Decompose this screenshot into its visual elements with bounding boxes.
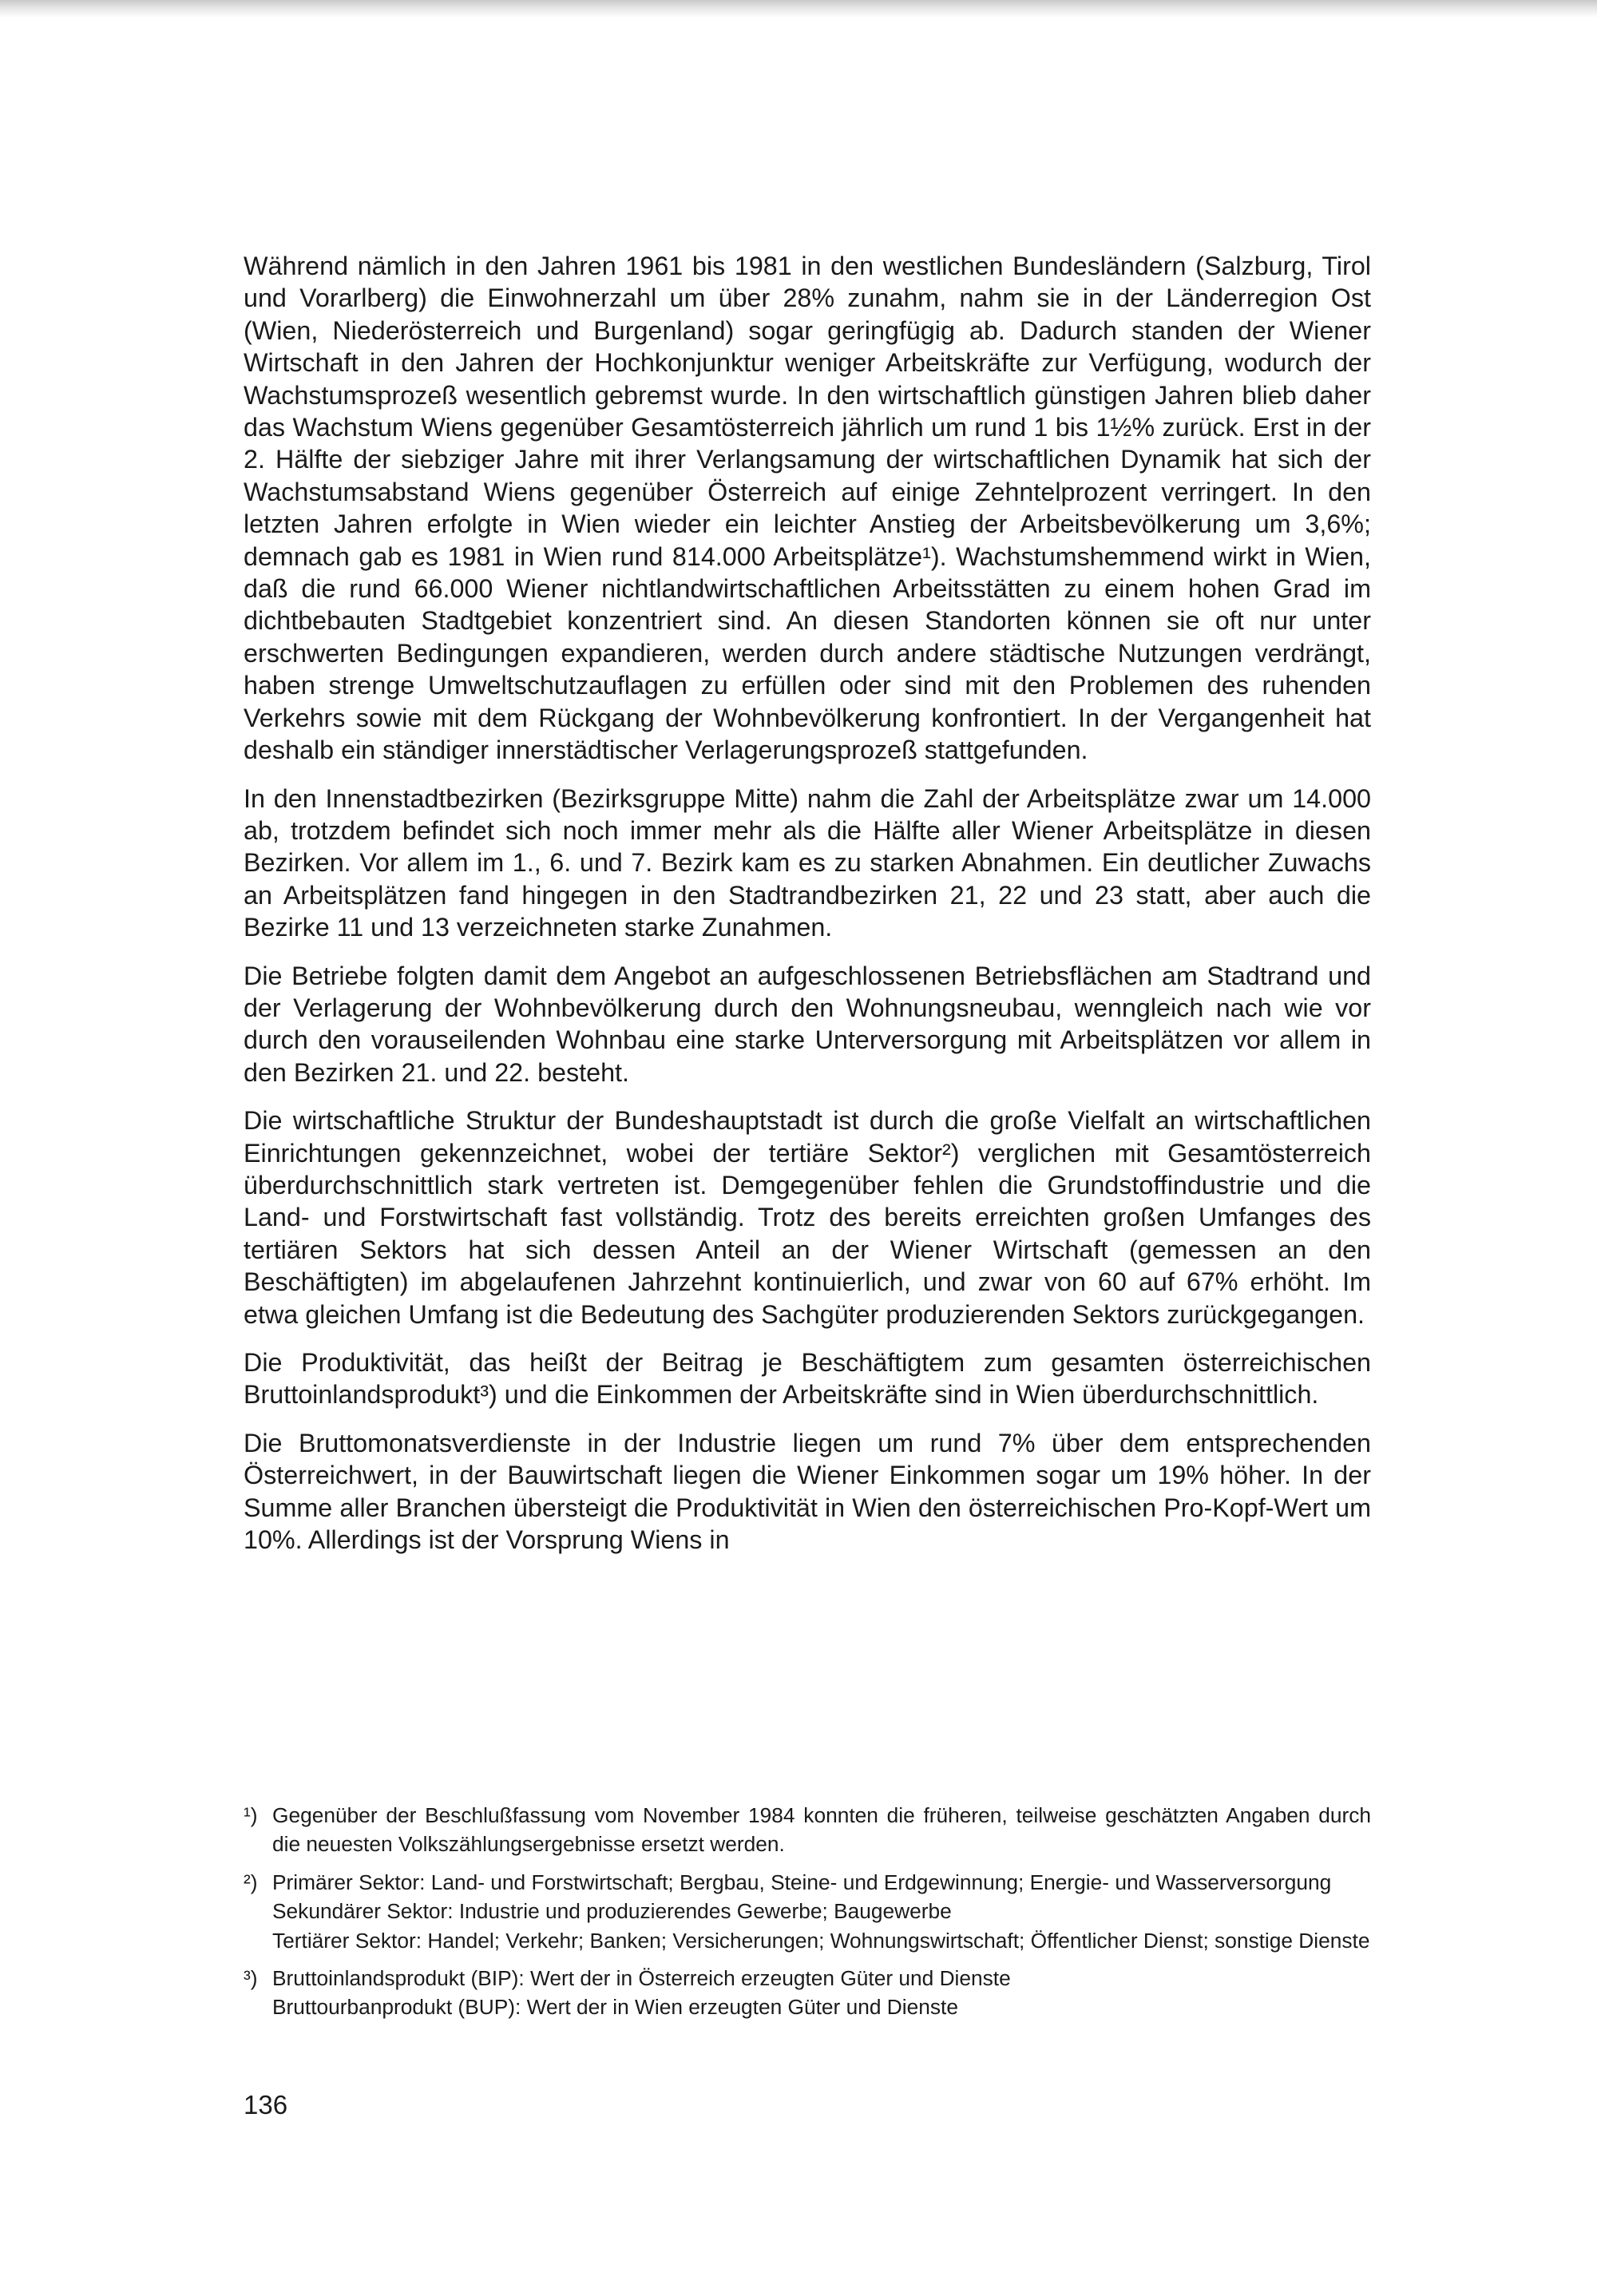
footnote-1 [244, 1801, 1371, 1859]
footnote-marker: ³) [244, 1966, 258, 1991]
paragraph-business-relocation: Die Betriebe folgten damit dem Angebot an aufgeschlossenen Betriebsflächen am Stadtrand und der Verlagerung der Wohnbevölkerung durch den Wohnungsneubau, wenngleich nach wie vor durch den vorauseilenden Wohnbau eine starke Unterversorgung mit Arbeitsplätzen vor allem in den Bezirken 21. und 22. besteht. [244, 961, 1371, 1087]
footnote-bup: Bruttourbanprodukt (BUP): Wert der in Wien erzeugten Güter und Dienste [272, 1995, 958, 2020]
page-number: 136 [244, 2090, 288, 2120]
paragraph-labor-growth: Während nämlich in den Jahren 1961 bis 1981 in den westlichen Bundesländern (Salzburg, Tirol und Vorarlberg) die Einwohnerzahl um über 28% zunahm, nahm sie in der Länderregion Ost (Wien, Niederösterreich und Burgenland) sogar geringfügig ab. Dadurch standen der Wiener Wirtschaft in den Jahren der Hochkonjunktur weniger Arbeitskräfte zur Verfügung, wodurch der Wachstumsprozeß wesentlich gebremst wurde. In den wirtschaftlich günstigen Jahren blieb daher das Wachstum Wiens gegenüber Gesamtösterreich jährlich um rund 1 bis 1½% zurück. Erst in der 2. Hälfte der siebziger Jahre mit ihrer Verlangsamung der wirtschaftlichen Dynamik hat sich der Wachstumsabstand Wiens gegenüber Österreich auf einige Zehntelprozent verringert. In den letzten Jahren erfolgte in Wien wieder ein leichter Anstieg der Arbeitsbevölkerung um 3,6%; demnach gab es 1981 in Wien rund 814.000 Arbeitsplätze¹). Wachstumshemmend wirkt in Wien, daß die rund 66.000 Wiener nichtlandwirtschaftlichen Arbeitsstätten zu einem hohen Grad im dichtbebauten Stadtgebiet konzentriert sind. An diesen Standorten können sie oft nur unter erschwerten Bedingungen expandieren, werden durch andere städtische Nutzungen verdrängt, haben strenge Umweltschutzauflagen zu erfüllen oder sind mit den Problemen des ruhenden Verkehrs sowie mit dem Rückgang der Wohnbevölkerung konfrontiert. In der Vergangenheit hat deshalb ein ständiger innerstädtischer Verlagerungsprozeß stattgefunden. [244, 252, 1371, 765]
paragraph-earnings: Die Bruttomonatsverdienste in der Industrie liegen um rund 7% über dem entsprechenden Österreichwert, in der Bauwirtschaft liegen die Wiener Einkommen sogar um 19% höher. In der Summe aller Branchen übersteigt die Produktivität in Wien den österreichischen Pro-Kopf-Wert um 10%. Allerdings ist der Vorsprung Wiens in [244, 1428, 1371, 1555]
paragraph-inner-districts: In den Innenstadtbezirken (Bezirksgruppe Mitte) nahm die Zahl der Arbeitsplätze zwar um 14.000 ab, trotzdem befindet sich noch immer mehr als die Hälfte aller Wiener Arbeitsplätze in diesen Bezirken. Vor allem im 1., 6. und 7. Bezirk kam es zu starken Abnahmen. Ein deutlicher Zuwachs an Arbeitsplätzen fand hingegen in den Stadtrandbezirken 21, 22 und 23 statt, aber auch die Bezirke 11 und 13 verzeichneten starke Zunahmen. [244, 783, 1371, 942]
footnote-marker: ¹) [244, 1803, 258, 1827]
paragraph-productivity: Die Produktivität, das heißt der Beitrag je Beschäftigtem zum gesamten österreichischen Bruttoinlandsprodukt³) und die Einkommen der Arbeitskräfte sind in Wien überdurchschnittlich. [244, 1348, 1371, 1410]
body-text [244, 250, 1371, 1572]
footnote-marker: ²) [244, 1870, 258, 1894]
footnote-tertiary-sector: Tertiärer Sektor: Handel; Verkehr; Banken; Versicherungen; Wohnungswirtschaft; Öffentlicher Dienst; sonstige Dienste [272, 1928, 1370, 1953]
footnote-bip: Bruttoinlandsprodukt (BIP): Wert der in Österreich erzeugten Güter und Dienste [272, 1966, 1011, 1991]
paragraph-economic-structure: Die wirtschaftliche Struktur der Bundeshauptstadt ist durch die große Vielfalt an wirtschaftlichen Einrichtungen gekennzeichnet, wobei der tertiäre Sektor²) verglichen mit Gesamtösterreich überdurchschnittlich stark vertreten ist. Demgegenüber fehlen die Grundstoffindustrie und die Land- und Forstwirtschaft fast vollständig. Trotz des bereits erreichten großen Umfanges des tertiären Sektors hat sich dessen Anteil an der Wiener Wirtschaft (gemessen an den Beschäftigten) im abgelaufenen Jahrzehnt kontinuierlich, und zwar von 60 auf 67% erhöht. Im etwa gleichen Umfang ist die Bedeutung des Sachgüter produzierenden Sektors zurückgegangen. [244, 1106, 1371, 1329]
footnote-3 [244, 1964, 1371, 2022]
scan-edge [0, 0, 1597, 18]
footnotes [244, 1801, 1371, 2031]
footnote-primary-sector: Primärer Sektor: Land- und Forstwirtschaft; Bergbau, Steine- und Erdgewinnung; Energie- und Wasserversorgung [272, 1870, 1332, 1894]
footnote-text: Gegenüber der Beschlußfassung vom November 1984 konnten die früheren, teilweise geschätzten Angaben durch die neuesten Volkszählungsergebnisse ersetzt werden. [272, 1803, 1371, 1857]
footnote-2 [244, 1868, 1371, 1955]
footnote-secondary-sector: Sekundärer Sektor: Industrie und produzierendes Gewerbe; Baugewerbe [272, 1899, 952, 1924]
